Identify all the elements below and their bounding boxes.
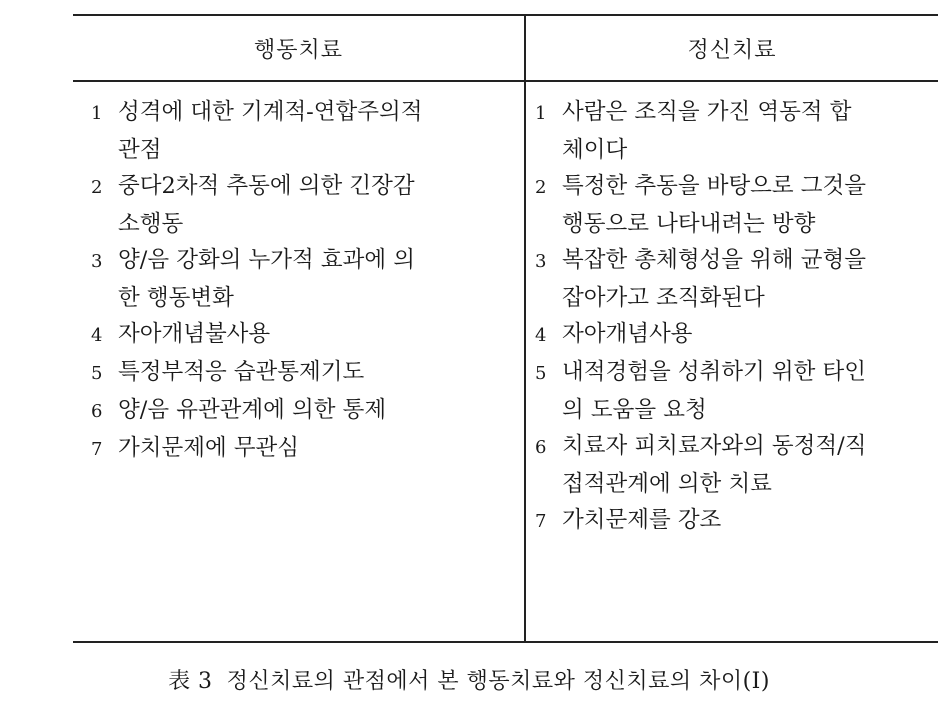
list-item	[535, 354, 938, 428]
item-text: 자아개념불사용	[118, 321, 271, 347]
item-text: 양/음 강화의 누가적 효과에 의	[118, 247, 416, 273]
item-number: 5	[535, 363, 547, 384]
item-text: 치료자 피치료자와의 동정적/직	[562, 433, 867, 459]
caption-label: 表 3	[168, 669, 213, 694]
comparison-table	[73, 14, 938, 642]
column-divider	[524, 14, 526, 643]
list-item	[535, 316, 938, 354]
item-text-continued: 행동으로 나타내려는 방향	[562, 211, 816, 237]
item-number: 3	[91, 251, 103, 272]
item-text: 내적경험을 성취하기 위한 타인	[562, 359, 867, 385]
item-text: 특정한 추동을 바탕으로 그것을	[562, 173, 867, 199]
header-behavior-therapy: 행동치료	[253, 37, 343, 63]
item-text: 특정부적응 습관통제기도	[118, 359, 365, 385]
item-text-continued: 의 도움을 요청	[562, 397, 707, 423]
item-number: 3	[535, 251, 547, 272]
item-text-continued: 잡아가고 조직화된다	[562, 285, 765, 311]
item-number: 4	[535, 325, 547, 346]
psychotherapy-column	[535, 94, 938, 540]
item-number: 1	[91, 103, 103, 124]
item-text: 가치문제에 무관심	[118, 435, 300, 461]
item-text-continued: 한 행동변화	[118, 285, 234, 311]
item-text-continued: 소행동	[118, 211, 184, 237]
caption-text: 정신치료의 관점에서 본 행동치료와 정신치료의 차이(Ⅰ)	[226, 669, 770, 694]
item-text-continued: 체이다	[562, 137, 628, 163]
item-number: 1	[535, 103, 547, 124]
table-caption	[0, 664, 938, 695]
header-psychotherapy: 정신치료	[687, 37, 777, 63]
item-text-continued: 접적관계에 의한 치료	[562, 471, 772, 497]
list-item	[535, 502, 938, 540]
list-item	[535, 242, 938, 316]
item-number: 4	[91, 325, 103, 346]
item-text-continued: 관점	[118, 137, 162, 163]
item-number: 2	[91, 177, 103, 198]
item-text: 가치문제를 강조	[562, 507, 722, 533]
list-item	[91, 354, 519, 392]
list-item	[91, 94, 519, 168]
item-number: 2	[535, 177, 547, 198]
item-text: 사람은 조직을 가진 역동적 합	[562, 99, 852, 125]
item-number: 7	[91, 439, 103, 460]
list-item	[535, 94, 938, 168]
list-item	[91, 242, 519, 316]
list-item	[535, 428, 938, 502]
list-item	[91, 392, 519, 430]
table-header-rule	[73, 80, 938, 82]
item-number: 5	[91, 363, 103, 384]
item-text: 복잡한 총체형성을 위해 균형을	[562, 247, 867, 273]
item-text: 양/음 유관관계에 의한 통제	[118, 397, 387, 423]
item-number: 6	[91, 401, 103, 422]
item-text: 중다2차적 추동에 의한 긴장감	[118, 173, 415, 199]
list-item	[91, 168, 519, 242]
item-number: 6	[535, 437, 547, 458]
behavior-therapy-column	[91, 94, 519, 468]
list-item	[91, 316, 519, 354]
item-text: 자아개념사용	[562, 321, 693, 347]
item-number: 7	[535, 511, 547, 532]
list-item	[535, 168, 938, 242]
table-bottom-rule	[73, 641, 938, 643]
list-item	[91, 430, 519, 468]
item-text: 성격에 대한 기계적-연합주의적	[118, 99, 423, 125]
